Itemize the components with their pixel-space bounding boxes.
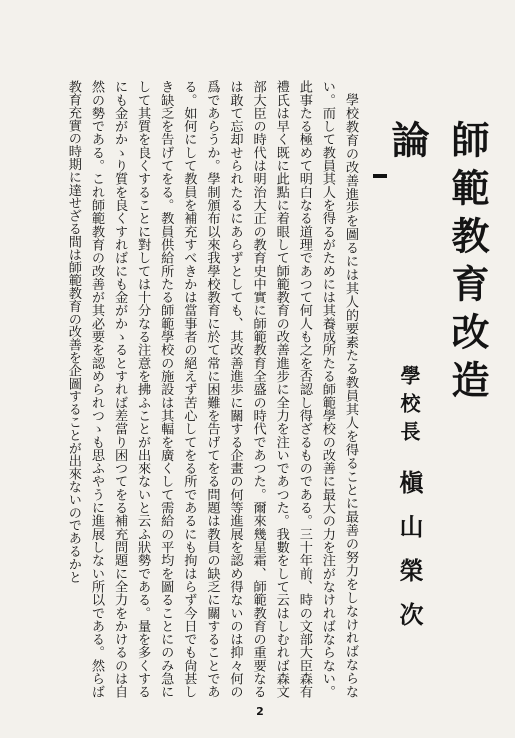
page-number: 2 (256, 705, 264, 718)
article-body (40, 80, 362, 698)
section-number-one (373, 174, 387, 178)
author-name: 槇山榮次 (395, 470, 424, 646)
body-paragraph: 學校教育の改善進歩を圖るには其人的要素たる教員其人を得ることに最善の努力をしなければならない。而して教員其人を得るがためには其養成所たる師範學校の改善に最大の力を注がなければならない。此事たる極めて明白なる道理であつて何人も之を否認し得ざるものである。三十年前、時の文部大臣森有禮氏は早く既に此點に着眼して師範教育の改善進步に全力を注いであつた。我數をして云はしむれば森文部大臣の時代は明治大正の教育史中實に師範教育全盛の時代であつた。爾來幾星霜、師範教育の重要なるは敢て忘却せられたるにあらずとしても、其改善進歩に關する企畫の何等進展を認め得ないのは抑々何の爲であらうか。學制頒布以來我學校教育に於て常に困難を告げてをる問題は教員の缺乏に關することである。如何にして教員を補充すべきかは當事者の絕えず苦心してをる所であるにも拘はらず今日でも尙甚しき缺乏を告げてをる。教員供給所たる師範學校の施設は其輻を廣くして需給の平均を圖ることにのみ急にして其質を良くすることに對しては十分なる注意を拂ふことが出來ないと云ふ狀勢である。量を多くするにも金がかゝり質を良くすればにも金がかゝるとすれば差當り困つてをる補充問題に全力をかけるのは自然の勢である。これ師範教育の改善が其必要を認められつゝも思ふやうに進展しない所以である。然らば教育充實の時期に達せざる間は師範教育の改善を企圖することが出來ないのであるかと (65, 80, 358, 698)
author-role: 學校長 (397, 365, 421, 449)
article-title: 師範教育改造論 (385, 120, 490, 408)
